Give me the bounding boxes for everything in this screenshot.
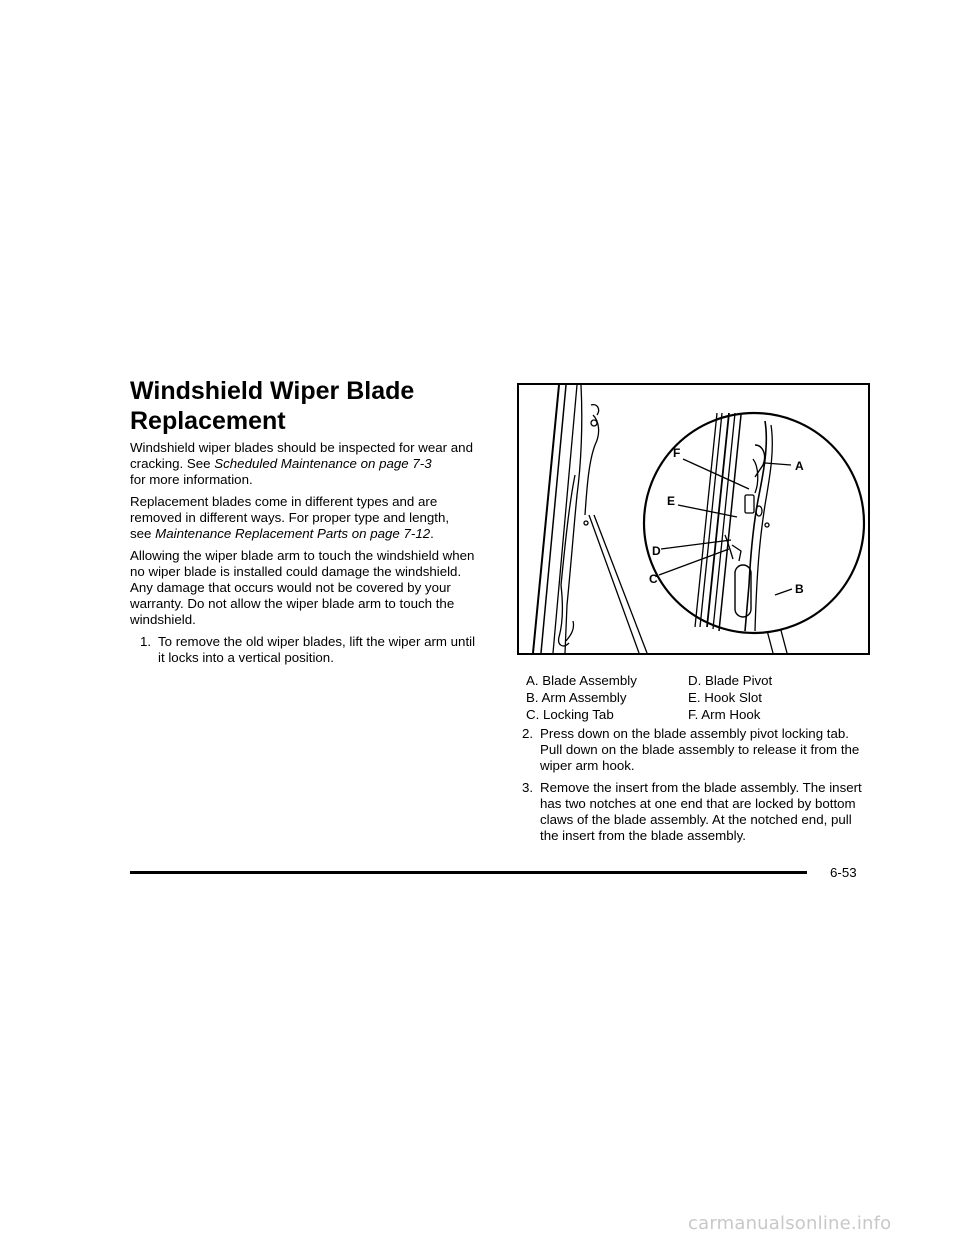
legend-item: A. Blade Assembly	[526, 673, 637, 688]
legend-item: E. Hook Slot	[688, 690, 762, 705]
watermark: carmanualsonline.info	[688, 1213, 892, 1234]
replacement-parts-link[interactable]: Maintenance Replacement Parts on page 7-12	[155, 526, 431, 541]
step-number: 1.	[140, 634, 152, 649]
intro-paragraph-3: Allowing the wiper blade arm to touch the windshield when no wiper blade is installed could damage the windshield. Any damage that occurs would not be covered by your warranty. Do not allow the wiper blade arm to touch the windshield.	[130, 548, 475, 627]
step-number: 2.	[522, 726, 534, 741]
callout-e: E	[667, 494, 676, 508]
callout-b: B	[795, 582, 804, 596]
footer-rule	[130, 871, 807, 874]
callout-d: D	[652, 544, 661, 558]
left-column	[130, 440, 480, 672]
legend-item: B. Arm Assembly	[526, 690, 627, 705]
callout-f: F	[673, 446, 681, 460]
page-title: Windshield Wiper Blade Replacement	[130, 377, 415, 435]
intro-text-end: .	[430, 526, 434, 541]
legend-row	[526, 689, 866, 706]
step-text: Remove the insert from the blade assembly. The insert has two notches at one end that are locked by bottom claws of the blade assembly. At the notched end, pull the insert from the blade assembly.	[540, 780, 862, 843]
intro-text: Windshield wiper blades should be inspected for wear and cracking. See	[130, 440, 473, 471]
step-1	[130, 634, 480, 666]
legend-row	[526, 706, 866, 723]
callout-a: A	[795, 459, 804, 473]
step-3	[522, 780, 867, 844]
scheduled-maintenance-link[interactable]: Scheduled Maintenance on page 7-3	[214, 456, 432, 471]
figure-legend	[526, 672, 866, 723]
legend-item: C. Locking Tab	[526, 707, 614, 722]
intro-paragraph-2	[130, 494, 480, 542]
step-2	[522, 726, 867, 774]
intro-text: Replacement blades come in different types and are removed in different ways. For proper type and length, see	[130, 494, 450, 541]
legend-row	[526, 672, 866, 689]
right-column	[522, 726, 867, 850]
legend-item: D. Blade Pivot	[688, 673, 773, 688]
page-number: 6-53	[830, 865, 857, 880]
step-number: 3.	[522, 780, 534, 795]
legend-item: F. Arm Hook	[688, 707, 761, 722]
wiper-blade-illustration	[517, 383, 870, 655]
intro-text-end: for more information.	[130, 472, 253, 487]
step-text: To remove the old wiper blades, lift the wiper arm until it locks into a vertical position.	[158, 634, 476, 665]
intro-paragraph-1	[130, 440, 480, 488]
step-text: Press down on the blade assembly pivot locking tab. Pull down on the blade assembly to release it from the wiper arm hook.	[540, 726, 860, 773]
callout-c: C	[649, 572, 658, 586]
